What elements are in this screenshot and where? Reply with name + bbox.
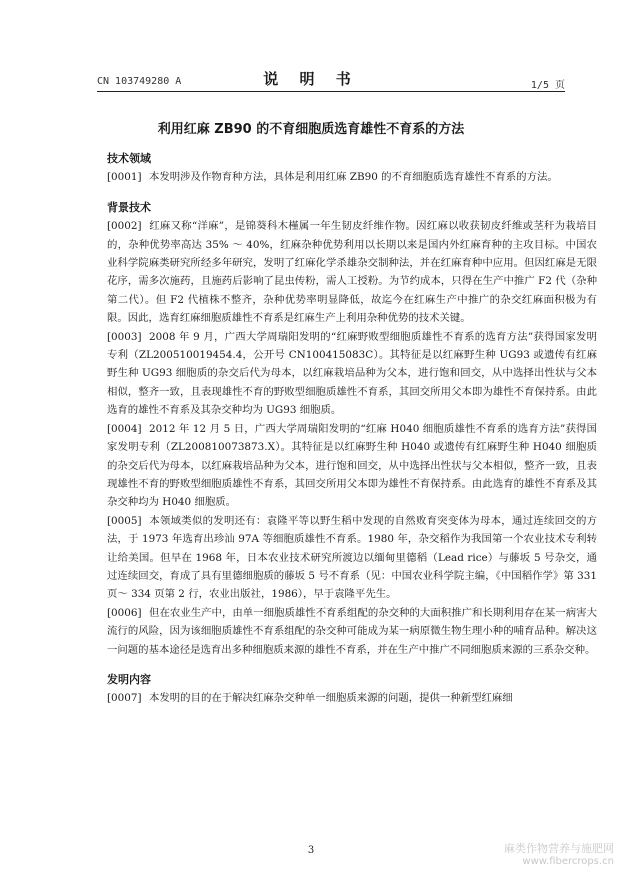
paragraph-number: [0002] <box>107 220 142 233</box>
watermark-site-name: 麻类作物营养与施肥网 <box>504 842 614 855</box>
section-heading-invention: 发明内容 <box>107 672 151 686</box>
paragraph-text: 本发明涉及作物育种方法，具体是利用红麻 ZB90 的不育细胞质选育雄性不育系的方法。 <box>149 171 558 184</box>
document-type: 说 明 书 <box>263 70 359 88</box>
paragraph-number: [0003] <box>107 330 142 343</box>
paragraph-text: 本发明的目的在于解决红麻杂交种单一细胞质来源的问题，提供一种新型红麻细 <box>149 692 513 705</box>
watermark-url: www.fibercrops.cn <box>522 856 614 867</box>
page-indicator: 1/5 页 <box>530 80 565 91</box>
paragraph-number: [0001] <box>107 171 142 184</box>
paragraph-text: 红麻又称“洋麻”，是锦葵科木槿属一年生韧皮纤维作物。因红麻以收获韧皮纤维或茎秆为栽培目的，杂种优势率高达 35% ～ 40%，红麻杂种优势利用以长期以来是国内外红麻育种的主攻目标。中国农业科学院麻类研究所经多年研究，发明了红麻化学杀雄杂交制种法，并在红麻育种中应用。但因红麻是无限花序，需多次施药，且施药后影响了昆虫传粉，需人工授粉。为节约成本，只得在生产中推广 F2 代（杂种第二代）。但 F2 代植株不整齐，杂种优势率明显降低，故迄今在红麻生产中推广的杂交红麻面积极为有限。因此，选育红麻细胞质雄性不育系是红麻生产上利用杂种优势的技术关键。 <box>107 220 597 325</box>
paragraph-text: 但在农业生产中，由单一细胞质雄性不育系组配的杂交种的大面积推广和长期利用存在某一病害大流行的风险，因为该细胞质雄性不育系组配的杂交种可能成为某一病原微生物生理小种的哺育品种。解决这一问题的基本途径是选育出多种细胞质来源的雄性不育系，并在生产中推广不同细胞质来源的三系杂交种。 <box>107 606 597 656</box>
paragraph-0006 <box>107 604 597 659</box>
paragraph-number: [0006] <box>107 606 142 619</box>
paragraph-number: [0004] <box>107 422 142 435</box>
paragraph-0004 <box>107 420 597 512</box>
page-number: 3 <box>307 845 315 856</box>
paragraph-0007 <box>107 689 597 707</box>
patent-number: CN 103749280 A <box>97 76 182 87</box>
header-rule <box>97 91 565 92</box>
paragraph-0001 <box>107 168 597 186</box>
paragraph-0005 <box>107 512 597 604</box>
paragraph-number: [0007] <box>107 692 142 705</box>
section-heading-background: 背景技术 <box>107 200 151 214</box>
paragraph-text: 本领域类似的发明还有：袁隆平等以野生稻中发现的自然败育突变体为母本，通过连续回交的方法，于 1973 年选育出珍汕 97A 等细胞质雄性不育系。1980 年，杂交稻作为我国第一个农业技术专利转让给美国。但早在 1968 年，日本农业技术研究所渡边以缅甸里德稻（Lead rice）与藤坂 5 号杂交，通过连续回交，育成了具有里德细胞质的藤坂 5 号不育系（见：中国农业科学院主编，《中国稻作学》第 331 页～ 334 页第 2 行，农业出版社，1986），早于袁隆平先生。 <box>107 514 597 601</box>
paragraph-0002 <box>107 217 597 327</box>
document-body <box>107 150 597 708</box>
paragraph-0003 <box>107 328 597 420</box>
paragraph-text: 2008 年 9 月，广西大学周瑞阳发明的“红麻野败型细胞质雄性不育系的选育方法”获得国家发明专利（ZL200510019454.4，公开号 CN100415083C）。其特征是以红麻野生种 UG93 或遗传有红麻野生种 UG93 细胞质的杂交后代为母本，以红麻栽培品种为父本，进行饱和回交，从中选择出性状与父本相似，整齐一致，且表现雄性不育的野败型细胞质雄性不育系，其回交所用父本即为雄性不育保持系。由此选育的雄性不育系及其杂交种均为 UG93 细胞质。 <box>107 330 597 417</box>
paragraph-text: 2012 年 12 月 5 日，广西大学周瑞阳发明的“红麻 H040 细胞质雄性不育系的选育方法”获得国家发明专利（ZL200810073873.X）。其特征是以红麻野生种 H040 或遗传有红麻野生种 H040 细胞质的杂交后代为母本，以红麻栽培品种为父本，进行饱和回交，从中选择出性状与父本相似，整齐一致，且表现雄性不育的野败型细胞质雄性不育系，其回交所用父本即为雄性不育保持系。由此选育的雄性不育系及其杂交种均为 H040 细胞质。 <box>107 422 597 509</box>
watermark <box>504 840 614 867</box>
section-heading-tech-field: 技术领域 <box>107 152 151 165</box>
page-title: 利用红麻 ZB90 的不育细胞质选育雄性不育系的方法 <box>157 122 465 137</box>
paragraph-number: [0005] <box>107 514 142 527</box>
